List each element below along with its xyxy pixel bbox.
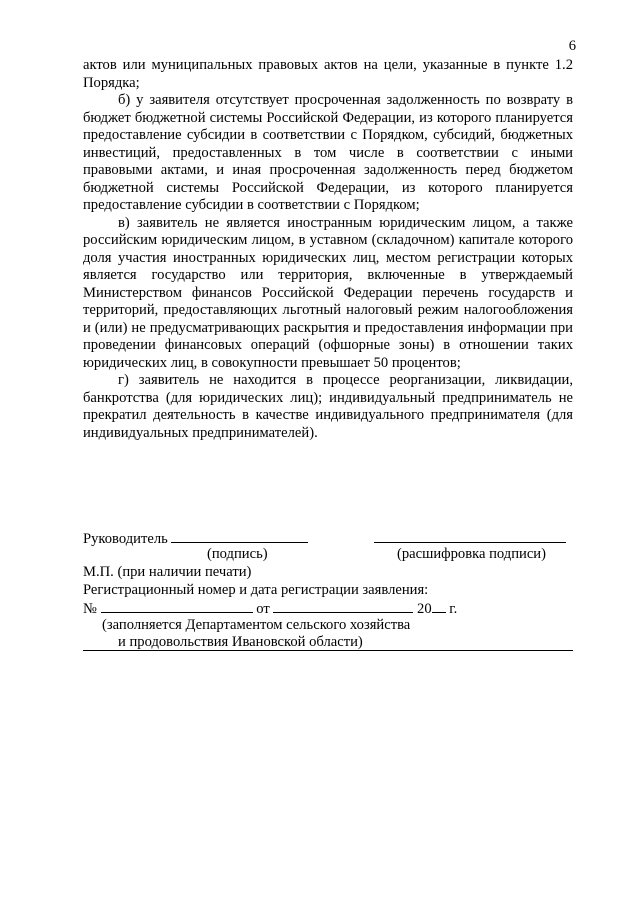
decoding-blank	[374, 529, 566, 543]
signature-blank	[171, 529, 308, 543]
paragraph-g: г) заявитель не находится в процессе реорганизации, ликвидации, банкротства (для юридических лиц); индивидуальный предприниматель не прекратил деятельность в качестве индивидуального предпринимателя (для индивидуальных предпринимателей).	[83, 372, 573, 441]
paragraph-v: в) заявитель не является иностранным юридическим лицом, а также российским юридическим лицом, в уставном (складочном) капитале которого доля участия иностранных юридических лиц, местом регистрации которых является государство или территория, включенные в утверждаемый Министерством финансов Российской Федерации перечень государств и территорий, предоставляющих льготный налоговый режим налогообложения и (или) не предусматривающих раскрытия и предоставления информации при проведении финансовых операций (офшорные зоны) в отношении таких юридических лиц, в совокупности превышает 50 процентов;	[83, 214, 573, 371]
decoding-caption: (расшифровка подписи)	[397, 546, 546, 562]
registration-fields	[83, 599, 573, 619]
seal-line: М.П. (при наличии печати)	[83, 564, 252, 580]
number-blank	[101, 599, 253, 613]
body-text	[83, 57, 573, 442]
head-label: Руководитель	[83, 531, 168, 547]
year-blank	[432, 599, 446, 613]
note-line-2: и продовольствия Ивановской области)	[118, 634, 363, 650]
paragraph-continuation: актов или муниципальных правовых актов на цели, указанные в пункте 1.2 Порядка;	[83, 57, 573, 91]
bottom-rule	[83, 650, 573, 651]
year-prefix: 20	[417, 601, 432, 617]
registration-label: Регистрационный номер и дата регистрации заявления:	[83, 582, 429, 598]
page-number: 6	[568, 38, 576, 54]
from-word: от	[256, 601, 270, 617]
number-sign: №	[83, 601, 97, 617]
year-suffix: г.	[449, 601, 458, 617]
paragraph-b: б) у заявителя отсутствует просроченная задолженность по возврату в бюджет бюджетной системы Российской Федерации, из которого планируется предоставление субсидии в соответствии с Порядком, субсидий, бюджетных инвестиций, предоставленных в том числе в соответствии с иными правовыми актами, и иная просроченная задолженность перед бюджетом бюджетной системы Российской Федерации, из которого планируется предоставление субсидии в соответствии с Порядком;	[83, 92, 573, 213]
date-blank	[273, 599, 413, 613]
note-line-1: (заполняется Департаментом сельского хозяйства	[102, 617, 411, 633]
signature-caption: (подпись)	[207, 546, 268, 562]
